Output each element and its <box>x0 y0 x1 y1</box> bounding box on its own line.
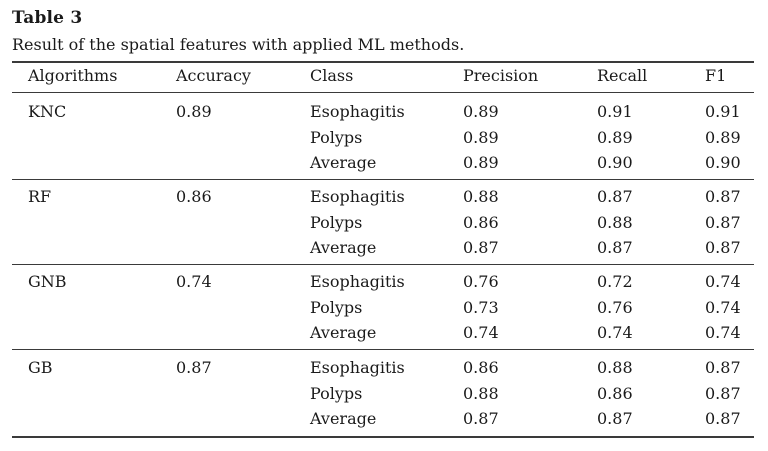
row-class: Average <box>310 323 377 342</box>
row-recall: 0.76 <box>597 298 633 317</box>
row-precision: 0.89 <box>463 128 499 147</box>
group-rule <box>12 349 754 350</box>
row-class: Average <box>310 153 377 172</box>
row-class: Polyps <box>310 384 363 403</box>
row-recall: 0.72 <box>597 272 633 291</box>
row-precision: 0.73 <box>463 298 499 317</box>
row-class: Average <box>310 409 377 428</box>
row-f1: 0.87 <box>705 187 741 206</box>
group-rule <box>12 179 754 180</box>
group-accuracy: 0.74 <box>176 272 212 291</box>
row-precision: 0.74 <box>463 323 499 342</box>
row-class: Esophagitis <box>310 102 405 121</box>
header-precision: Precision <box>463 66 539 85</box>
row-recall: 0.91 <box>597 102 633 121</box>
group-algorithm: KNC <box>28 102 67 121</box>
row-precision: 0.87 <box>463 238 499 257</box>
row-f1: 0.90 <box>705 153 741 172</box>
row-class: Esophagitis <box>310 358 405 377</box>
row-recall: 0.88 <box>597 213 633 232</box>
row-precision: 0.86 <box>463 213 499 232</box>
row-precision: 0.76 <box>463 272 499 291</box>
row-precision: 0.89 <box>463 153 499 172</box>
row-class: Esophagitis <box>310 272 405 291</box>
row-recall: 0.89 <box>597 128 633 147</box>
row-f1: 0.87 <box>705 384 741 403</box>
row-precision: 0.87 <box>463 409 499 428</box>
row-recall: 0.88 <box>597 358 633 377</box>
header-rule <box>12 92 754 93</box>
row-class: Polyps <box>310 128 363 147</box>
table-title: Table 3 <box>12 8 83 28</box>
row-f1: 0.87 <box>705 409 741 428</box>
row-recall: 0.87 <box>597 187 633 206</box>
row-recall: 0.90 <box>597 153 633 172</box>
row-f1: 0.89 <box>705 128 741 147</box>
row-f1: 0.87 <box>705 358 741 377</box>
row-recall: 0.87 <box>597 238 633 257</box>
row-f1: 0.91 <box>705 102 741 121</box>
row-class: Esophagitis <box>310 187 405 206</box>
header-accuracy: Accuracy <box>176 66 251 85</box>
table-caption: Result of the spatial features with applied ML methods. <box>12 35 465 54</box>
group-rule <box>12 264 754 265</box>
row-f1: 0.74 <box>705 323 741 342</box>
row-f1: 0.74 <box>705 298 741 317</box>
group-accuracy: 0.87 <box>176 358 212 377</box>
group-algorithm: GNB <box>28 272 67 291</box>
group-accuracy: 0.89 <box>176 102 212 121</box>
header-class: Class <box>310 66 354 85</box>
header-recall: Recall <box>597 66 648 85</box>
row-recall: 0.87 <box>597 409 633 428</box>
row-precision: 0.88 <box>463 384 499 403</box>
group-algorithm: GB <box>28 358 53 377</box>
header-algorithms: Algorithms <box>28 66 118 85</box>
header-f1: F1 <box>705 66 727 85</box>
row-class: Polyps <box>310 298 363 317</box>
bottom-rule <box>12 436 754 438</box>
row-class: Average <box>310 238 377 257</box>
top-rule <box>12 61 754 63</box>
row-precision: 0.88 <box>463 187 499 206</box>
row-f1: 0.74 <box>705 272 741 291</box>
row-recall: 0.86 <box>597 384 633 403</box>
row-precision: 0.86 <box>463 358 499 377</box>
row-recall: 0.74 <box>597 323 633 342</box>
row-f1: 0.87 <box>705 213 741 232</box>
row-f1: 0.87 <box>705 238 741 257</box>
row-class: Polyps <box>310 213 363 232</box>
group-algorithm: RF <box>28 187 52 206</box>
group-accuracy: 0.86 <box>176 187 212 206</box>
row-precision: 0.89 <box>463 102 499 121</box>
